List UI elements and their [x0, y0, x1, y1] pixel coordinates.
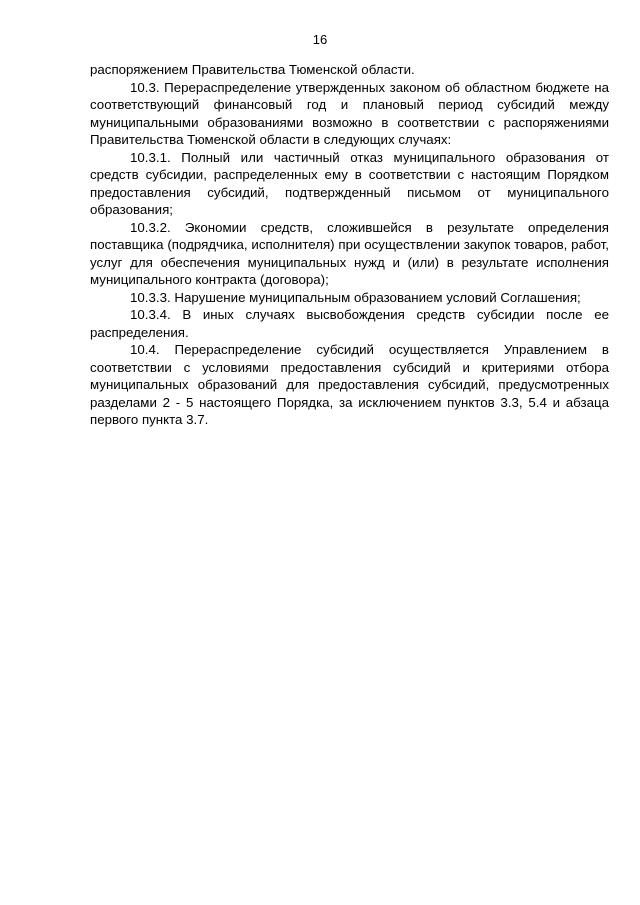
page-number: 16 [312, 32, 328, 47]
paragraph-10-3: 10.3. Перераспределение утвержденных законом об областном бюджете на соответствующий финансовый год и плановый период субсидий между муниципальными образованиями возможно в соответствии с распоряжениями Правительства Тюменской области в следующих случаях: [90, 79, 609, 147]
paragraph-10-4: 10.4. Перераспределение субсидий осуществляется Управлением в соответствии с условиями предоставления субсидий и критериями отбора муниципальных образований для предоставления субсидий, предусмотренных разделами 2 - 5 настоящего Порядка, за исключением пунктов 3.3, 5.4 и абзаца первого пункта 3.7. [90, 342, 609, 427]
paragraph-10-3-4: 10.3.4. В иных случаях высвобождения средств субсидии после ее распределения. [90, 307, 609, 340]
body-text [90, 61, 609, 429]
paragraph-10-3-3: 10.3.3. Нарушение муниципальным образованием условий Соглашения; [130, 289, 581, 305]
paragraph-10-3-2: 10.3.2. Экономии средств, сложившейся в результате определения поставщика (подрядчика, исполнителя) при осуществлении закупок товаров, работ, услуг для обеспечения муниципальных нужд и (или) в результате исполнения муниципального контракта (договора); [90, 219, 609, 287]
paragraph-continuation: распоряжением Правительства Тюменской области. [90, 62, 415, 77]
paragraph-10-3-1: 10.3.1. Полный или частичный отказ муниципального образования от средств субсидии, распределенных ему в соответствии с настоящим Порядком предоставления субсидий, подтвержденный письмом от муниципального образования; [90, 149, 609, 217]
